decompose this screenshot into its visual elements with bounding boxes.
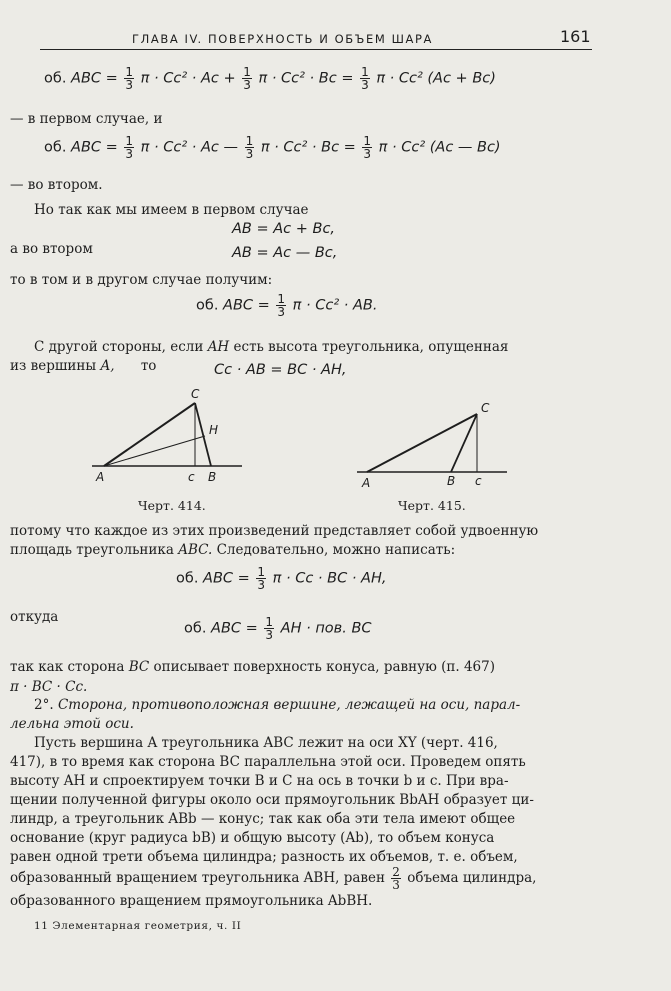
since-bc: BC (128, 659, 150, 675)
formula-1-term-3: π · Cc² (Ac + Bc) (376, 70, 496, 87)
paragraph-line-9: образованного вращением прямоугольника AbBH. (10, 893, 373, 909)
formula-3-abc: ABC (223, 297, 254, 314)
formula-1-lhs: об. (44, 70, 67, 87)
figure-415-side-bc (451, 414, 477, 472)
paragraph-line-1: Пусть вершина A треугольника ABC лежит на оси XY (черт. 416, (34, 735, 498, 751)
first-case-text: — в первом случае, и (10, 111, 163, 127)
formula-2-frac-b: $\frac{1}{3}$ (245, 134, 254, 161)
from-vertex-text (10, 358, 156, 374)
figure-415-caption: Черт. 415. (398, 498, 466, 513)
figure-415-side-ac (367, 414, 477, 472)
paragraph-line-8-part-b: объема цилиндра, (407, 870, 537, 886)
footer-signature: 11 Элементарная геометрия, ч. II (34, 920, 242, 932)
because-abc: ABC. (178, 542, 213, 558)
formula-2-term-3: π · Cc² (Ac — Bc) (378, 139, 501, 156)
second-case-text: — во втором. (10, 177, 103, 193)
header-rule (40, 49, 592, 50)
paragraph-line-8-frac: $\frac{2}{3}$ (392, 865, 400, 892)
formula-3-frac: $\frac{1}{3}$ (277, 292, 286, 319)
formula-4-term: π · Cc · BC · AH, (272, 570, 387, 587)
formula-3-eq: = (257, 297, 270, 314)
formula-2-op: — (223, 139, 238, 156)
formula-5-eq: = (245, 620, 258, 637)
case-2-title-line-2: лельна этой оси. (10, 716, 134, 732)
paragraph-line-2: 417), в то время как сторона BC параллельна этой оси. Проведем опять (10, 754, 526, 770)
figure-414-height-ah (104, 436, 205, 466)
formula-4-eq: = (237, 570, 250, 587)
because-part-a: площадь треугольника (10, 542, 174, 558)
formula-1-term-1: π · Cc² · Ac (140, 70, 219, 87)
other-side-part-1: С другой стороны, если (34, 339, 204, 355)
formula-2-frac-c: $\frac{1}{3}$ (363, 134, 372, 161)
formula-5-lhs: об. (184, 620, 207, 637)
paragraph-line-6: основание (круг радиуса bB) и общую высоту (Ab), то объем конуса (10, 830, 495, 846)
formula-1-eq: = (105, 70, 118, 87)
formula-2-frac-a: $\frac{1}{3}$ (125, 134, 134, 161)
formula-1-eq-2: = (341, 70, 354, 87)
figure-415-label-c: C (481, 401, 490, 415)
formula-5 (184, 616, 372, 641)
formula-2 (44, 135, 501, 160)
equation-ab-1: AB = Ac + Bc, (232, 221, 336, 237)
formula-1 (44, 66, 496, 91)
formula-3 (196, 293, 377, 318)
but-since-text: Но так как мы имеем в первом случае (34, 202, 309, 218)
formula-4-abc: ABC (203, 570, 234, 587)
formula-2-abc: ABC (71, 139, 102, 156)
formula-4-lhs: об. (176, 570, 199, 587)
figure-414-caption: Черт. 414. (138, 498, 206, 513)
paragraph-line-3: высоту AH и спроектируем точки B и C на ось в точки b и c. При вра- (10, 773, 509, 789)
equation-ab-2: AB = Ac — Bc, (232, 245, 338, 261)
because-part-b: Следовательно, можно написать: (216, 542, 456, 558)
and-second-text: а во втором (10, 241, 93, 257)
chapter-header: ГЛАВА IV. ПОВЕРХНОСТЬ И ОБЪЕМ ШАРА (132, 32, 433, 46)
because-line-2 (10, 542, 455, 558)
formula-5-abc: ABC (211, 620, 242, 637)
formula-5-bc: BC (351, 620, 372, 637)
case-2-number: 2°. (34, 697, 54, 713)
vertex-a: A, (100, 358, 115, 374)
page-number: 161 (560, 27, 591, 46)
since-line-1 (10, 659, 495, 675)
formula-2-eq-2: = (343, 139, 356, 156)
formula-5-frac: $\frac{1}{3}$ (265, 615, 274, 642)
formula-4-frac: $\frac{1}{3}$ (257, 565, 266, 592)
formula-2-eq: = (105, 139, 118, 156)
figure-415-label-small-c: c (475, 474, 482, 488)
formula-2-term-1: π · Cc² · Ac (140, 139, 219, 156)
paragraph-line-8-part-a: образованный вращением треугольника ABH, равен (10, 870, 385, 886)
since-line-2: π · BC · Cc. (10, 679, 88, 695)
formula-1-frac-a: $\frac{1}{3}$ (125, 65, 134, 92)
formula-1-abc: ABC (71, 70, 102, 87)
paragraph-line-4: щении полученной фигуры около оси прямоугольник BbAH образует ци- (10, 792, 534, 808)
figure-414-label-small-c: c (188, 470, 195, 484)
paragraph-line-5: линдр, а треугольник ABb — конус; так как оба эти тела имеют общее (10, 811, 516, 827)
so-that: то (140, 358, 157, 374)
formula-1-frac-b: $\frac{1}{3}$ (243, 65, 251, 92)
formula-1-op: + (223, 70, 236, 87)
formula-4 (176, 566, 386, 591)
other-side-ah: AH (207, 339, 230, 355)
formula-1-frac-c: $\frac{1}{3}$ (361, 65, 369, 92)
figure-414 (90, 386, 250, 484)
figure-414-label-a: A (96, 470, 105, 484)
in-both-text: то в том и в другом случае получим: (10, 272, 273, 288)
formula-3-term: π · Cc² · AB. (292, 297, 378, 314)
paragraph-line-8 (10, 866, 536, 891)
other-side-text (34, 339, 508, 355)
case-2-title-part-1: Сторона, противоположная вершине, лежащей на оси, парал- (57, 697, 521, 713)
figure-415 (355, 392, 515, 490)
whence-text: откуда (10, 609, 59, 625)
figure-414-label-c: C (191, 387, 200, 401)
formula-1-term-2: π · Cc² · Bc (258, 70, 337, 87)
other-side-part-2: есть высота треугольника, опущенная (233, 339, 509, 355)
figure-415-label-a: A (362, 476, 371, 490)
since-part-a: так как сторона (10, 659, 125, 675)
formula-2-lhs: об. (44, 139, 67, 156)
figure-415-label-b: B (447, 474, 456, 488)
figure-414-side-ac (104, 403, 195, 466)
figure-414-label-b: B (208, 470, 217, 484)
case-2-title (34, 697, 520, 713)
since-part-b: описывает поверхность конуса, равную (п. 467) (153, 659, 495, 675)
paragraph-line-7: равен одной трети объема цилиндра; разность их объемов, т. е. объем, (10, 849, 518, 865)
formula-3-lhs: об. (196, 297, 219, 314)
from-vertex-label: из вершины (10, 358, 97, 374)
formula-2-term-2: π · Cc² · Bc (260, 139, 340, 156)
figure-414-label-h: H (209, 423, 219, 437)
because-line-1: потому что каждое из этих произведений представляет собой удвоенную (10, 523, 539, 539)
formula-5-term: AH · пов. (280, 620, 347, 637)
equation-cc: Cc · AB = BC · AH, (214, 362, 347, 378)
